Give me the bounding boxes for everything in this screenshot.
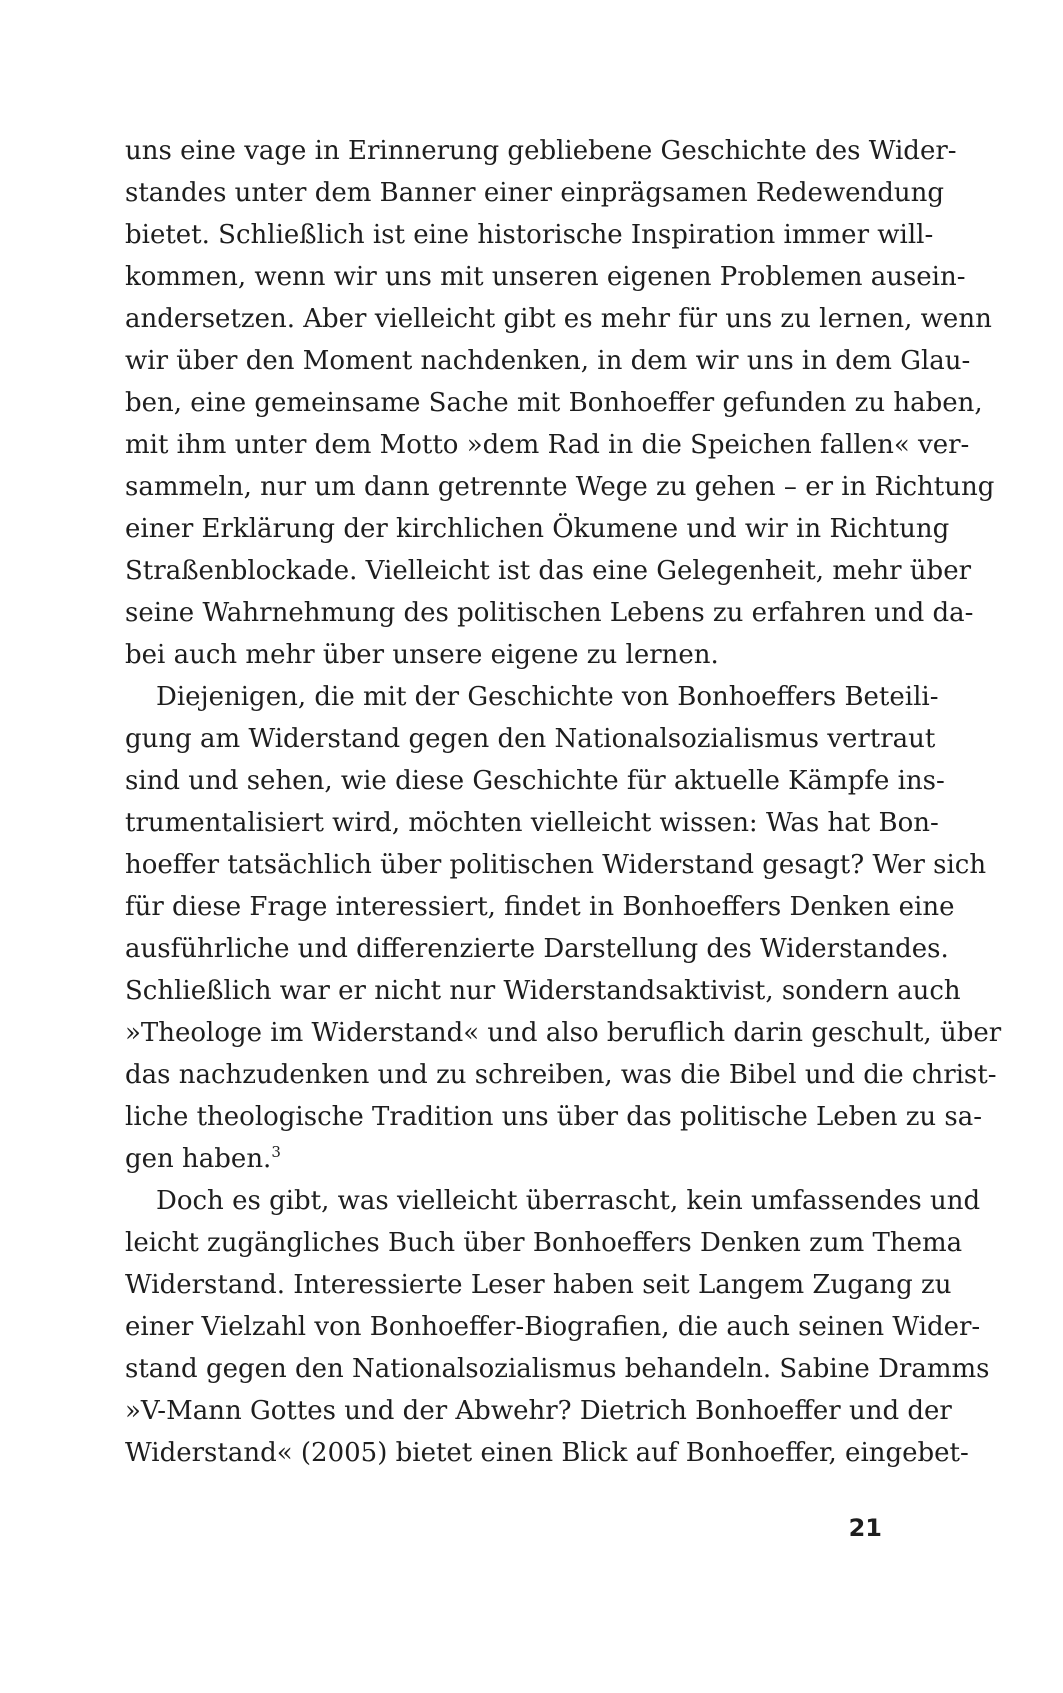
text-line: Schließlich war er nicht nur Widerstandsaktivist, sondern auch [125, 976, 961, 1006]
text-line: hoeffer tatsächlich über politischen Widerstand gesagt? Wer sich [125, 850, 987, 880]
text-line: ausführliche und differenzierte Darstellung des Widerstandes. [125, 934, 949, 964]
text-line: Widerstand. Interessierte Leser haben seit Langem Zugang zu [125, 1270, 952, 1300]
footnote-marker[interactable]: 3 [271, 1143, 281, 1161]
text-line: kommen, wenn wir uns mit unseren eigenen Problemen ausein- [125, 262, 966, 292]
text-line: stand gegen den Nationalsozialismus behandeln. Sabine Dramms [125, 1354, 990, 1384]
text-line: »V-Mann Gottes und der Abwehr? Dietrich Bonhoeffer und der [125, 1396, 952, 1426]
text-line: für diese Frage interessiert, findet in Bonhoeffers Denken eine [125, 892, 955, 922]
text-line: wir über den Moment nachdenken, in dem wir uns in dem Glau- [125, 346, 971, 376]
text-line: bietet. Schließlich ist eine historische Inspiration immer will- [125, 220, 934, 250]
text-line: mit ihm unter dem Motto »dem Rad in die Speichen fallen« ver- [125, 430, 970, 460]
text-line: uns eine vage in Erinnerung gebliebene Geschichte des Wider- [125, 136, 957, 166]
text-line: ben, eine gemeinsame Sache mit Bonhoeffer gefunden zu haben, [125, 388, 983, 418]
paragraph-3 [125, 1180, 990, 1474]
text-line: bei auch mehr über unsere eigene zu lernen. [125, 640, 719, 670]
text-line: trumentalisiert wird, möchten vielleicht wissen: Was hat Bon- [125, 808, 939, 838]
text-line: sammeln, nur um dann getrennte Wege zu gehen – er in Richtung [125, 472, 995, 502]
text-line: Doch es gibt, was vielleicht überrascht, kein umfassendes und [156, 1186, 981, 1216]
text-line: gung am Widerstand gegen den Nationalsozialismus vertraut [125, 724, 936, 754]
text-line: standes unter dem Banner einer einprägsamen Redewendung [125, 178, 945, 208]
paragraph-1 [125, 130, 995, 676]
text-line: Widerstand« (2005) bietet einen Blick auf Bonhoeffer, eingebet- [125, 1438, 969, 1468]
text-line: einer Vielzahl von Bonhoeffer-Biografien, die auch seinen Wider- [125, 1312, 981, 1342]
text-line: andersetzen. Aber vielleicht gibt es mehr für uns zu lernen, wenn [125, 304, 992, 334]
text-line: liche theologische Tradition uns über das politische Leben zu sa- [125, 1102, 983, 1132]
text-line: Straßenblockade. Vielleicht ist das eine Gelegenheit, mehr über [125, 556, 972, 586]
paragraph-2 [125, 676, 1002, 1180]
text-line: leicht zugängliches Buch über Bonhoeffers Denken zum Thema [125, 1228, 963, 1258]
text-line-content: gen haben. [125, 1144, 272, 1174]
text-line: »Theologe im Widerstand« und also beruflich darin geschult, über [125, 1018, 1002, 1048]
text-line: einer Erklärung der kirchlichen Ökumene und wir in Richtung [125, 514, 950, 544]
body-text [125, 130, 1002, 1474]
page-number: 21 [848, 1514, 882, 1542]
text-line: seine Wahrnehmung des politischen Lebens zu erfahren und da- [125, 598, 974, 628]
text-line [125, 1138, 882, 1180]
text-line: sind und sehen, wie diese Geschichte für aktuelle Kämpfe ins- [125, 766, 945, 796]
text-line: das nachzudenken und zu schreiben, was die Bibel und die christ- [125, 1060, 997, 1090]
text-line: Diejenigen, die mit der Geschichte von Bonhoeffers Beteili- [156, 682, 939, 712]
